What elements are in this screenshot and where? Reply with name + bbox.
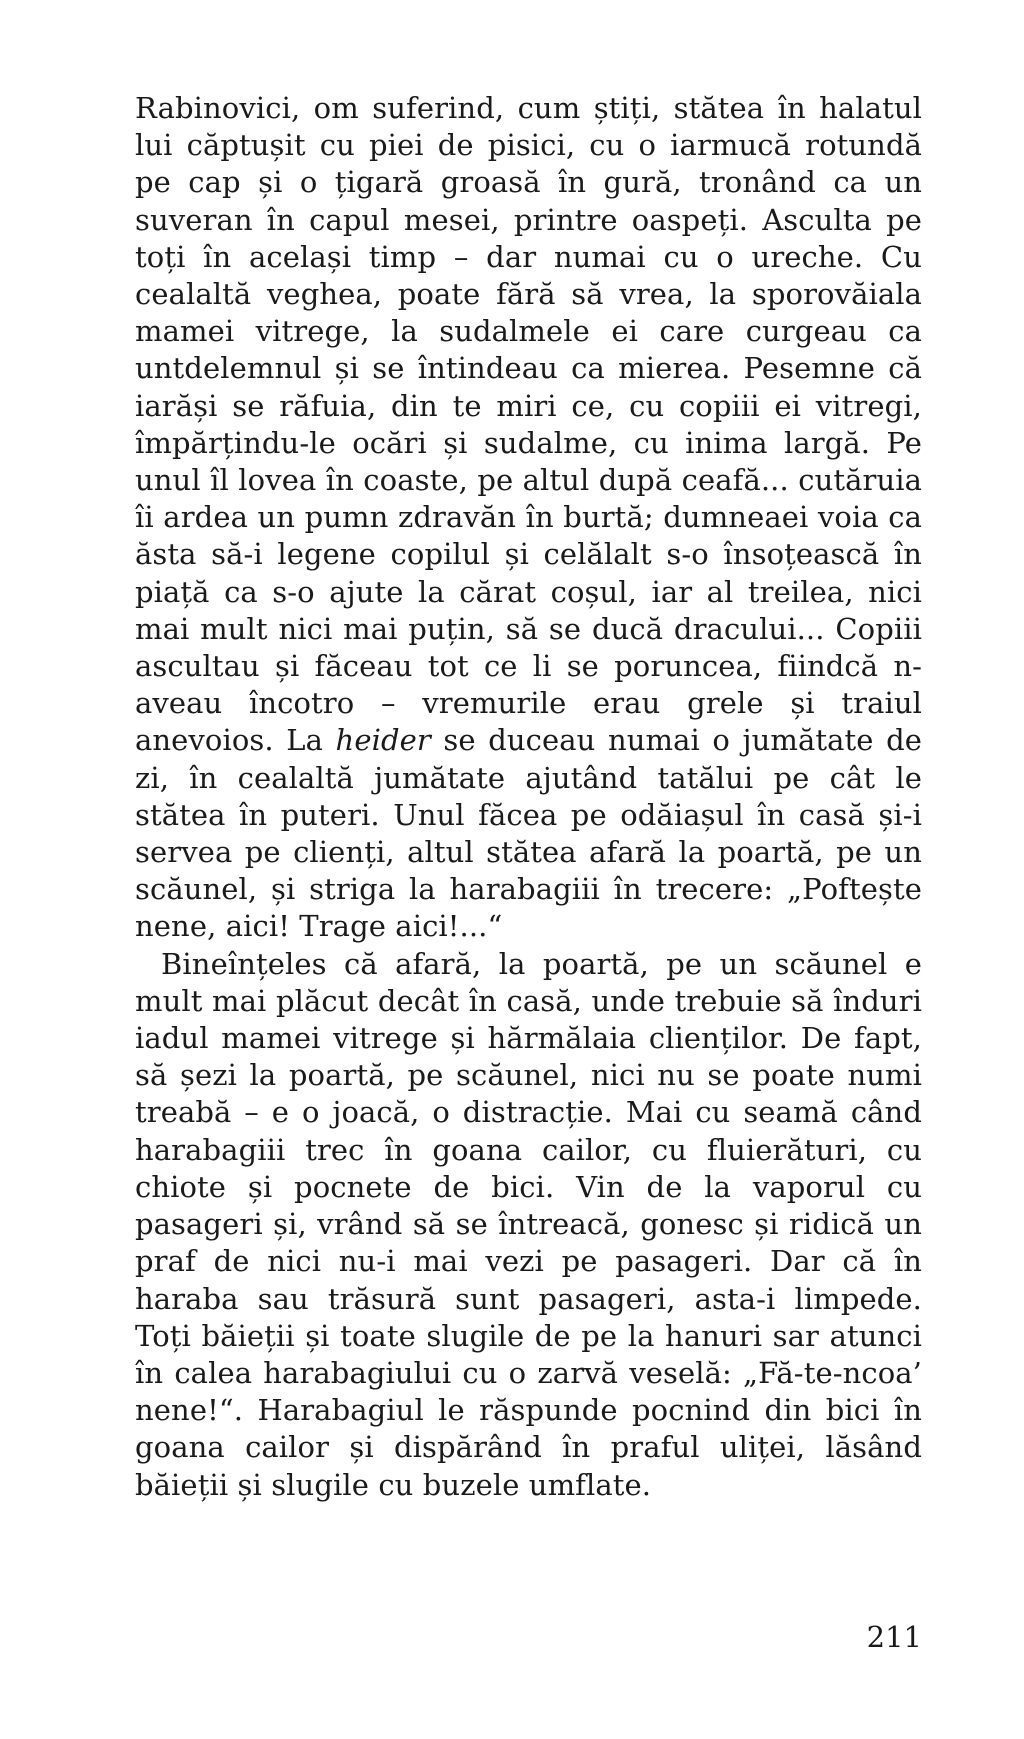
paragraph-1 [135, 90, 922, 946]
paragraph-2: Bineînțeles că afară, la poartă, pe un scăunel e mult mai plăcut decât în casă, unde trebuie să înduri iadul mamei vitrege și hărmălaia clienților. De fapt, să șezi la poartă, pe scăunel, nici nu se poate numi treabă – e o joacă, o distracție. Mai cu seamă când harabagiii trec în goana cailor, cu fluierături, cu chiote și pocnete de bici. Vin de la vaporul cu pasageri și, vrând să se întreacă, gonesc și ridică un praf de nici nu-i mai vezi pe pasageri. Dar că în haraba sau trăsură sunt pasageri, asta-i limpede. Toți băieții și toate slugile de pe la hanuri sar atunci în calea harabagiului cu o zarvă veselă: „Fă-te-ncoa’ nene!“. Harabagiul le răspunde pocnind din bici în goana cailor și dispărând în praful uliței, lăsând băieții și slugile cu buzele umflate. [135, 946, 922, 1502]
page-body [135, 90, 922, 1504]
paragraph-1-italic-word: heider [335, 723, 431, 758]
paragraph-1-text-end: se duceau numai o jumătate de zi, în cealaltă jumătate ajutând tatălui pe cât le stătea în puteri. Unul făcea pe odăiașul în casă și-i servea pe clienți, altul stătea afară la poartă, pe un scăunel, și striga la harabagiii în trecere: „Poftește nene, aici! Trage aici!...“ [135, 723, 922, 944]
paragraph-1-text-start: Rabinovici, om suferind, cum știți, stătea în halatul lui căptușit cu piei de pisici, cu o iarmucă rotundă pe cap și o țigară groasă în gură, tronând ca un suveran în capul mesei, printre oaspeți. Asculta pe toți în același timp – dar numai cu o ureche. Cu cealaltă veghea, poate fără să vrea, la sporovăiala mamei vitrege, la sudalmele ei care curgeau ca untdelemnul și se întindeau ca mierea. Pesemne că iarăși se răfuia, din te miri ce, cu copiii ei vitregi, împărțindu-le ocări și sudalme, cu inima largă. Pe unul îl lovea în coaste, pe altul după ceafă... cutăruia îi ardea un pumn zdravăn în burtă; dumneaei voia ca ăsta să-i legene copilul și celălalt s-o însoțească în piață ca s-o ajute la cărat coșul, iar al treilea, nici mai mult nici mai puțin, să se ducă dracului... Copiii ascultau și făceau tot ce li se poruncea, fiindcă n-aveau încotro – vremurile erau grele și traiul anevoios. La [135, 91, 922, 758]
page-number: 211 [866, 1620, 922, 1654]
